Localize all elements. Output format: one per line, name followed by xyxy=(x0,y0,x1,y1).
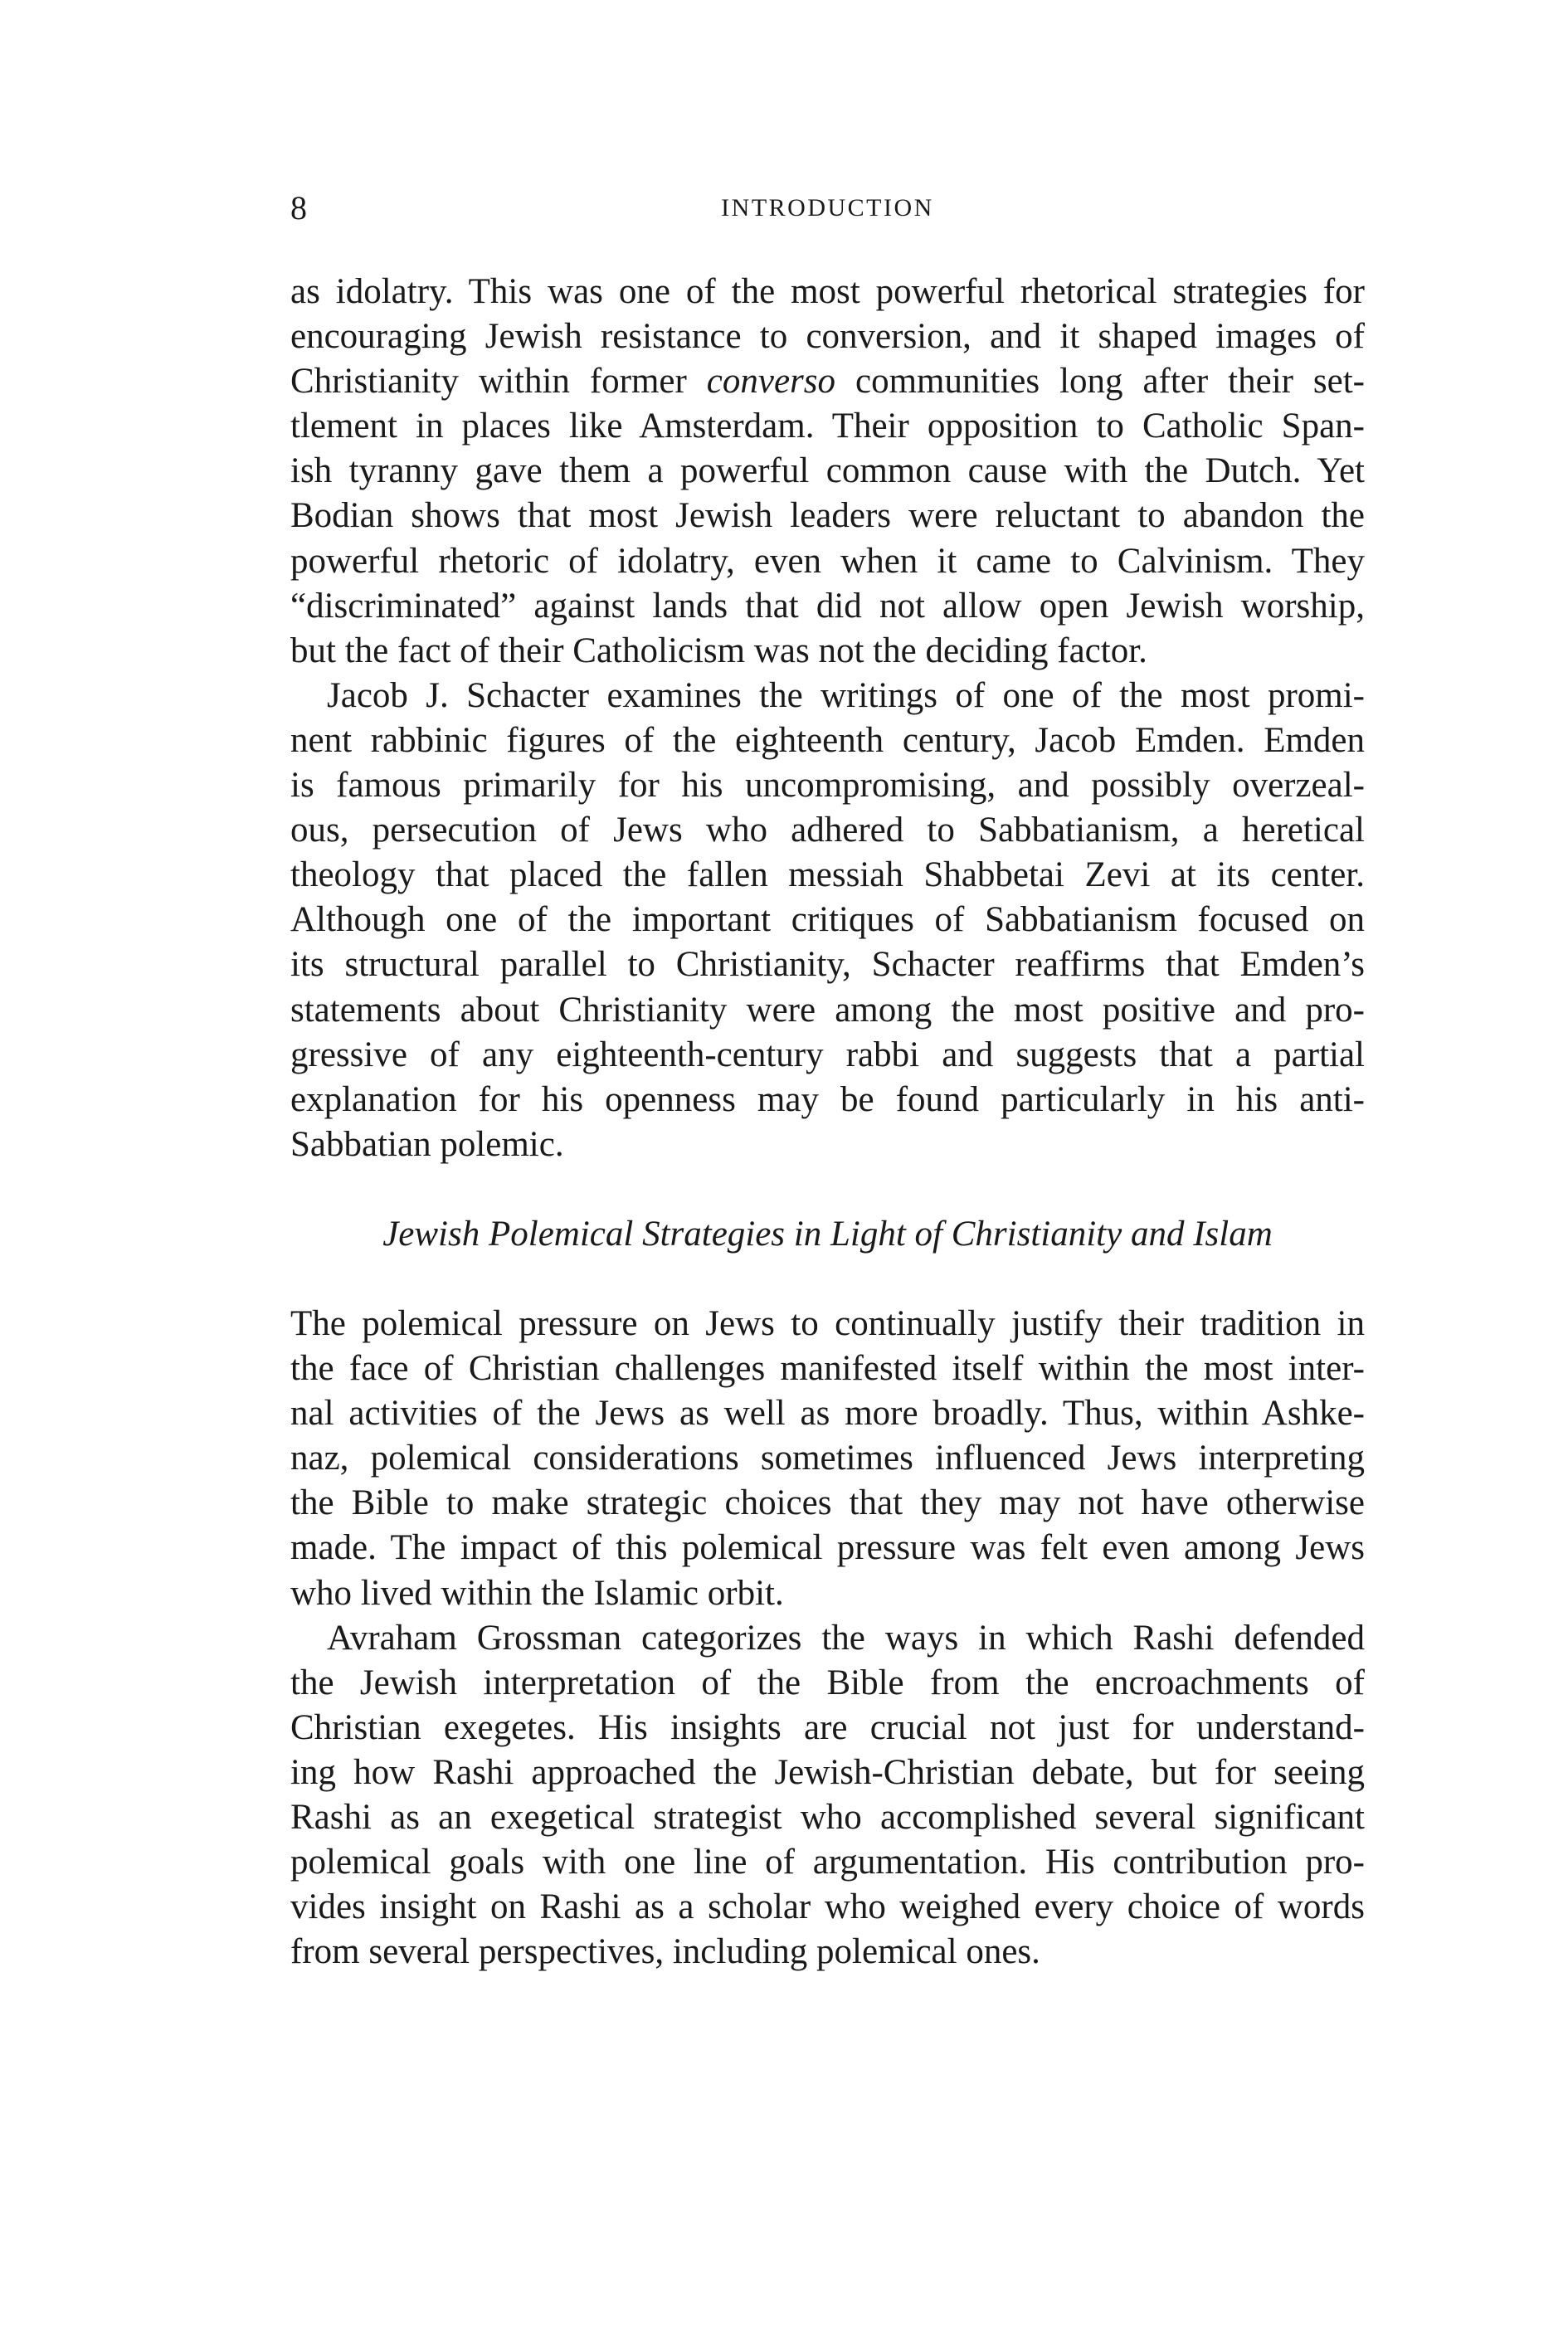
text-line: the Bible to make strategic choices that they may not have otherwise xyxy=(290,1483,1365,1523)
spacer xyxy=(290,1257,1365,1302)
text-line: Jacob J. Schacter examines the writings of one of the most promi- xyxy=(327,675,1365,715)
text-line: tlement in places like Amsterdam. Their opposition to Catholic Span- xyxy=(290,407,1365,446)
text-line: Avraham Grossman categorizes the ways in which Rashi defended xyxy=(327,1618,1365,1658)
paragraph xyxy=(290,674,1365,1167)
text-line xyxy=(290,359,1365,404)
text-line: ous, persecution of Jews who adhered to Sabbatianism, a heretical xyxy=(290,811,1365,850)
text-line: who lived within the Islamic orbit. xyxy=(290,1573,784,1613)
text-line: powerful rhetoric of idolatry, even when it came to Calvinism. They xyxy=(290,541,1365,581)
paragraph xyxy=(290,1302,1365,1616)
text-line: statements about Christianity were among the most positive and pro- xyxy=(290,990,1365,1030)
text-run: Christianity within former xyxy=(290,362,707,402)
italic-term: converso xyxy=(706,362,836,402)
text-line: explanation for his openness may be found particularly in his anti- xyxy=(290,1079,1365,1119)
text-line: Rashi as an exegetical strategist who accomplished several significant xyxy=(290,1798,1365,1837)
text-line: ing how Rashi approached the Jewish-Christian debate, but for seeing xyxy=(290,1752,1365,1792)
text-line: the Jewish interpretation of the Bible from the encroachments of xyxy=(290,1663,1365,1702)
text-line: Bodian shows that most Jewish leaders were reluctant to abandon the xyxy=(290,496,1365,536)
text-line: The polemical pressure on Jews to continually justify their tradition in xyxy=(290,1303,1365,1343)
spacer xyxy=(290,1167,1365,1212)
text-line: naz, polemical considerations sometimes influenced Jews interpreting xyxy=(290,1439,1365,1478)
paragraph xyxy=(290,270,1365,674)
text-line: but the fact of their Catholicism was not the deciding factor. xyxy=(290,631,1147,670)
text-line: as idolatry. This was one of the most powerful rhetorical strategies for xyxy=(290,272,1365,311)
text-line: theology that placed the fallen messiah Shabbetai Zevi at its center. xyxy=(290,855,1365,895)
text-line: encouraging Jewish resistance to conversion, and it shaped images of xyxy=(290,317,1365,357)
text-line: “discriminated” against lands that did not allow open Jewish worship, xyxy=(290,586,1365,626)
text-line: from several perspectives, including polemical ones. xyxy=(290,1932,1040,1972)
running-head xyxy=(290,187,1365,229)
text-line: Sabbatian polemic. xyxy=(290,1124,564,1164)
page-number: 8 xyxy=(290,189,307,226)
text-line: its structural parallel to Christianity, Schacter reaffirms that Emden’s xyxy=(290,945,1365,985)
text-line: polemical goals with one line of argumentation. His contribution pro- xyxy=(290,1843,1365,1882)
section-heading: Jewish Polemical Strategies in Light of Christianity and Islam xyxy=(382,1214,1273,1254)
text-line: is famous primarily for his uncompromising, and possibly overzeal- xyxy=(290,766,1365,806)
running-title: INTRODUCTION xyxy=(721,194,934,222)
text-line: made. The impact of this polemical pressure was felt even among Jews xyxy=(290,1528,1365,1568)
text-line: vides insight on Rashi as a scholar who weighed every choice of words xyxy=(290,1887,1365,1927)
text-line: Christian exegetes. His insights are crucial not just for understand- xyxy=(290,1707,1365,1747)
text-line: nent rabbinic figures of the eighteenth century, Jacob Emden. Emden xyxy=(290,720,1365,760)
text-run: communities long after their set- xyxy=(835,362,1366,402)
text-line: nal activities of the Jews as well as more broadly. Thus, within Ashke- xyxy=(290,1394,1365,1434)
text-line: gressive of any eighteenth-century rabbi and suggests that a partial xyxy=(290,1035,1365,1074)
text-line: Although one of the important critiques of Sabbatianism focused on xyxy=(290,900,1365,940)
text-line: the face of Christian challenges manifested itself within the most inter- xyxy=(290,1349,1365,1389)
paragraph xyxy=(290,1616,1365,1975)
body-text xyxy=(290,270,1365,1975)
text-line: ish tyranny gave them a powerful common cause with the Dutch. Yet xyxy=(290,451,1365,491)
